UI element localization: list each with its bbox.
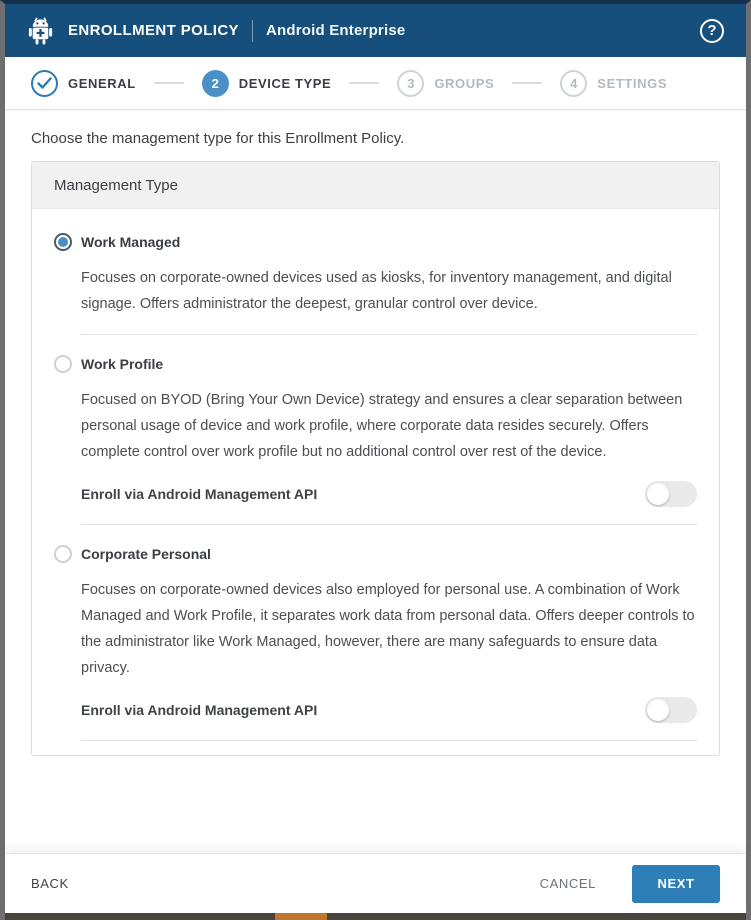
dialog-header [5,4,746,57]
title-separator [252,20,253,42]
wizard-stepper [5,57,746,110]
option-work-profile[interactable] [54,355,697,373]
divider [81,334,697,335]
panel-body [32,209,719,755]
option-corporate-personal-label: Corporate Personal [81,546,211,562]
next-button[interactable]: NEXT [632,865,720,903]
bottom-edge-accent [275,913,327,920]
help-icon[interactable]: ? [700,19,724,43]
option-work-profile-label: Work Profile [81,356,164,372]
page-title: ENROLLMENT POLICY [68,22,239,39]
step-connector [349,82,379,84]
step-device-type-circle: 2 [202,70,229,97]
step-groups-label: GROUPS [434,75,495,91]
step-groups[interactable] [397,70,494,97]
corporate-personal-amapi-toggle[interactable] [645,697,697,723]
option-work-managed-label: Work Managed [81,234,181,250]
page-subtitle: Android Enterprise [265,22,406,39]
option-corporate-personal-description: Focuses on corporate-owned devices also employed for personal use. A combination of Work Managed and Work Profile, it separates work data from personal data. Offers deeper controls to the administrator like Work Managed, however, there are many safeguards to ensure data privacy. [81,582,695,676]
step-general-circle [31,70,58,97]
check-icon [37,77,52,89]
step-general-label: GENERAL [68,75,136,91]
divider [81,524,697,525]
back-button[interactable]: BACK [31,876,69,891]
corporate-personal-amapi-label: Enroll via Android Management API [81,702,318,718]
step-device-type[interactable] [202,70,332,97]
toggle-knob [647,483,669,505]
intro-text: Choose the management type for this Enrollment Policy. [31,130,405,147]
work-profile-amapi-row [81,481,697,507]
radio-work-profile[interactable] [54,355,72,373]
option-work-managed-description: Focuses on corporate-owned devices used as kiosks, for inventory management, and digital signage. Offers administrator the deepest, granular control over device. [81,270,672,312]
step-settings-circle: 4 [560,70,587,97]
wizard-footer [5,853,746,913]
management-type-panel [31,161,720,756]
android-enroll-icon [27,16,54,45]
wizard-content [5,110,746,853]
step-device-type-label: DEVICE TYPE [238,75,332,91]
step-groups-circle: 3 [397,70,424,97]
work-profile-amapi-toggle[interactable] [645,481,697,507]
cancel-button[interactable]: CANCEL [539,876,596,891]
option-work-managed[interactable] [54,233,697,251]
window-bottom-edge [5,913,746,920]
option-corporate-personal[interactable] [54,545,697,563]
step-connector [512,82,542,84]
divider [81,740,697,741]
radio-work-managed[interactable] [54,233,72,251]
panel-title: Management Type [32,162,719,209]
toggle-knob [647,699,669,721]
step-connector [154,82,184,84]
corporate-personal-amapi-row [81,697,697,723]
work-profile-amapi-label: Enroll via Android Management API [81,486,318,502]
option-work-profile-description: Focused on BYOD (Bring Your Own Device) strategy and ensures a clear separation between personal usage of device and work profile, where corporate data resides securely. Offers complete control over work profile but no additional control over rest of the device. [81,392,683,460]
step-settings-label: SETTINGS [597,75,668,91]
step-general[interactable] [31,70,136,97]
step-settings[interactable] [560,70,667,97]
radio-corporate-personal[interactable] [54,545,72,563]
